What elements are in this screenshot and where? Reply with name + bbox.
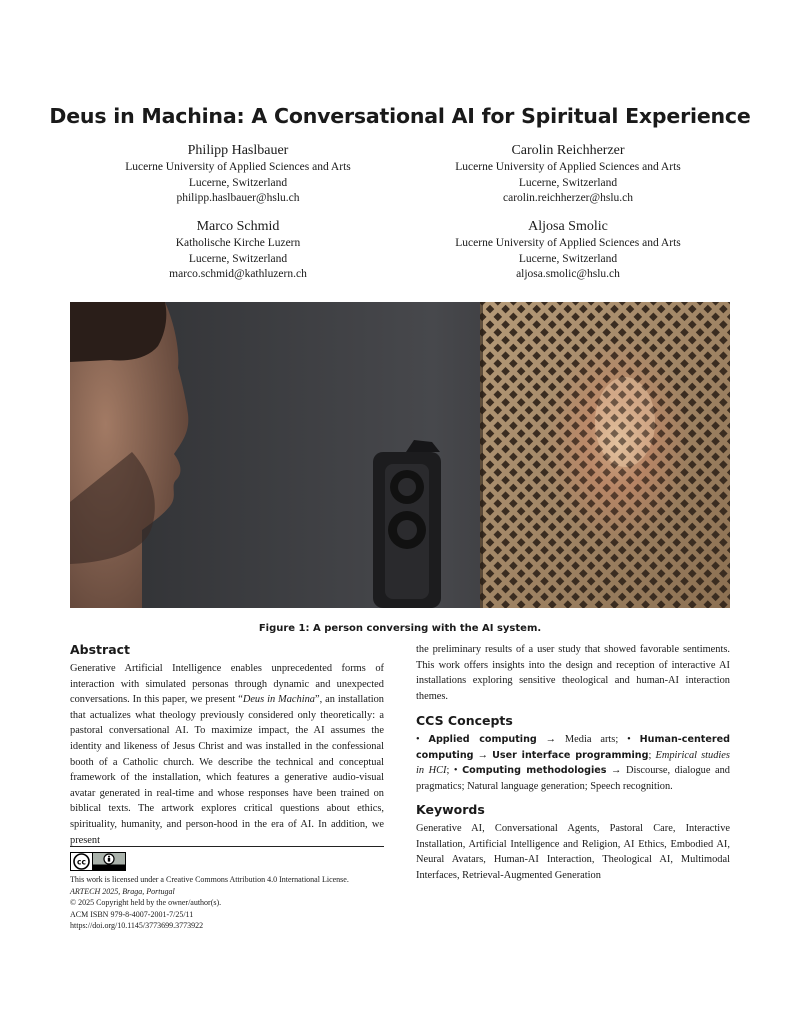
author-affiliation: Katholische Kirche Luzern: [175, 237, 301, 249]
author-email[interactable]: carolin.reichherzer@hslu.ch: [503, 192, 633, 204]
paper-title: Deus in Machina: A Conversational AI for Spiritual Experience: [49, 104, 751, 128]
isbn-text: ACM ISBN 979-8-4007-2001-7/25/11: [70, 909, 194, 919]
author-email[interactable]: aljosa.smolic@hslu.ch: [516, 268, 620, 280]
author-name: Carolin Reichherzer: [511, 143, 625, 158]
author-email[interactable]: philipp.haslbauer@hslu.ch: [176, 192, 300, 204]
author-name: Philipp Haslbauer: [187, 143, 289, 158]
author-name: Marco Schmid: [196, 219, 280, 234]
author-block: [73, 142, 403, 207]
installation-title: Deus in Machina: [242, 694, 315, 706]
keywords-text: Generative AI, Conversational Agents, Pastoral Care, Interactive Installation, Artificial Intelligence and Religion, AI Ethics, Embodied AI, Neural Avatars, Human-AI Interaction, Theological AI, Multimodal Interfaces, Retrieval-Augmented Generation: [416, 823, 730, 881]
ccs-heading: CCS Concepts: [416, 713, 513, 728]
figure-caption: Figure 1: A person conversing with the AI system.: [258, 623, 542, 634]
svg-text:cc: cc: [77, 857, 86, 867]
abstract-heading: Abstract: [70, 642, 131, 657]
author-location: Lucerne, Switzerland: [518, 176, 618, 189]
license-text: This work is licensed under a Creative Commons Attribution 4.0 International License.: [70, 875, 349, 884]
author-block: [73, 218, 403, 283]
author-affiliation: Lucerne University of Applied Sciences and Arts: [455, 237, 681, 249]
author-block: [403, 142, 733, 207]
doi-link[interactable]: https://doi.org/10.1145/3773699.3773922: [70, 921, 204, 930]
author-name: Aljosa Smolic: [528, 219, 608, 234]
copyright-text: © 2025 Copyright held by the owner/author(s).: [70, 898, 222, 907]
abstract-text: Generative Artificial Intelligence enables unprecedented forms of interaction with simulated personas through dynamic and unexpected conversations. In this paper, we present “Deus in Machina”, an installation that actualizes what theology previously considered only theoretically: a pastoral conversational AI. To maximize impact, the AI assumes the identity and likeness of Jesus Christ and was installed in the confessional booth of a Catholic church. We describe the technical and conceptual framework of the installation, which features a generative audio-visual avatar generated in real-time and whose responses have been trained on biblical texts. The artwork explores critical questions about ethics, spirituality, humanity, and person-hood in the era of AI. In addition, we present: [70, 663, 384, 846]
author-affiliation: Lucerne University of Applied Sciences and Arts: [125, 161, 351, 173]
author-location: Lucerne, Switzerland: [188, 176, 288, 189]
venue-text: ARTECH 2025, Braga, Portugal: [70, 886, 175, 896]
keywords-heading: Keywords: [416, 802, 485, 817]
ccs-text: • Applied computing → Media arts; • Human-centered computing → User interface programming; Empirical studies in HCI; • Computing methodologies → Discourse, dialogue and pragmatics; Natural language generation; Speech recognition.: [416, 734, 730, 792]
author-affiliation: Lucerne University of Applied Sciences and Arts: [455, 161, 681, 173]
author-email[interactable]: marco.schmid@kathluzern.ch: [169, 268, 307, 280]
figure-photo: [70, 302, 730, 608]
author-block: [403, 218, 733, 283]
author-location: Lucerne, Switzerland: [518, 252, 618, 265]
footnote: [70, 874, 390, 932]
footnote-divider: [70, 846, 384, 847]
abstract-continuation: the preliminary results of a user study that showed favorable sentiments. This work offers insights into the design and reception of interactive AI installations exploring sensitive theological and human-AI interaction themes.: [416, 644, 730, 702]
author-location: Lucerne, Switzerland: [188, 252, 288, 265]
cc-by-icon: [70, 852, 126, 871]
